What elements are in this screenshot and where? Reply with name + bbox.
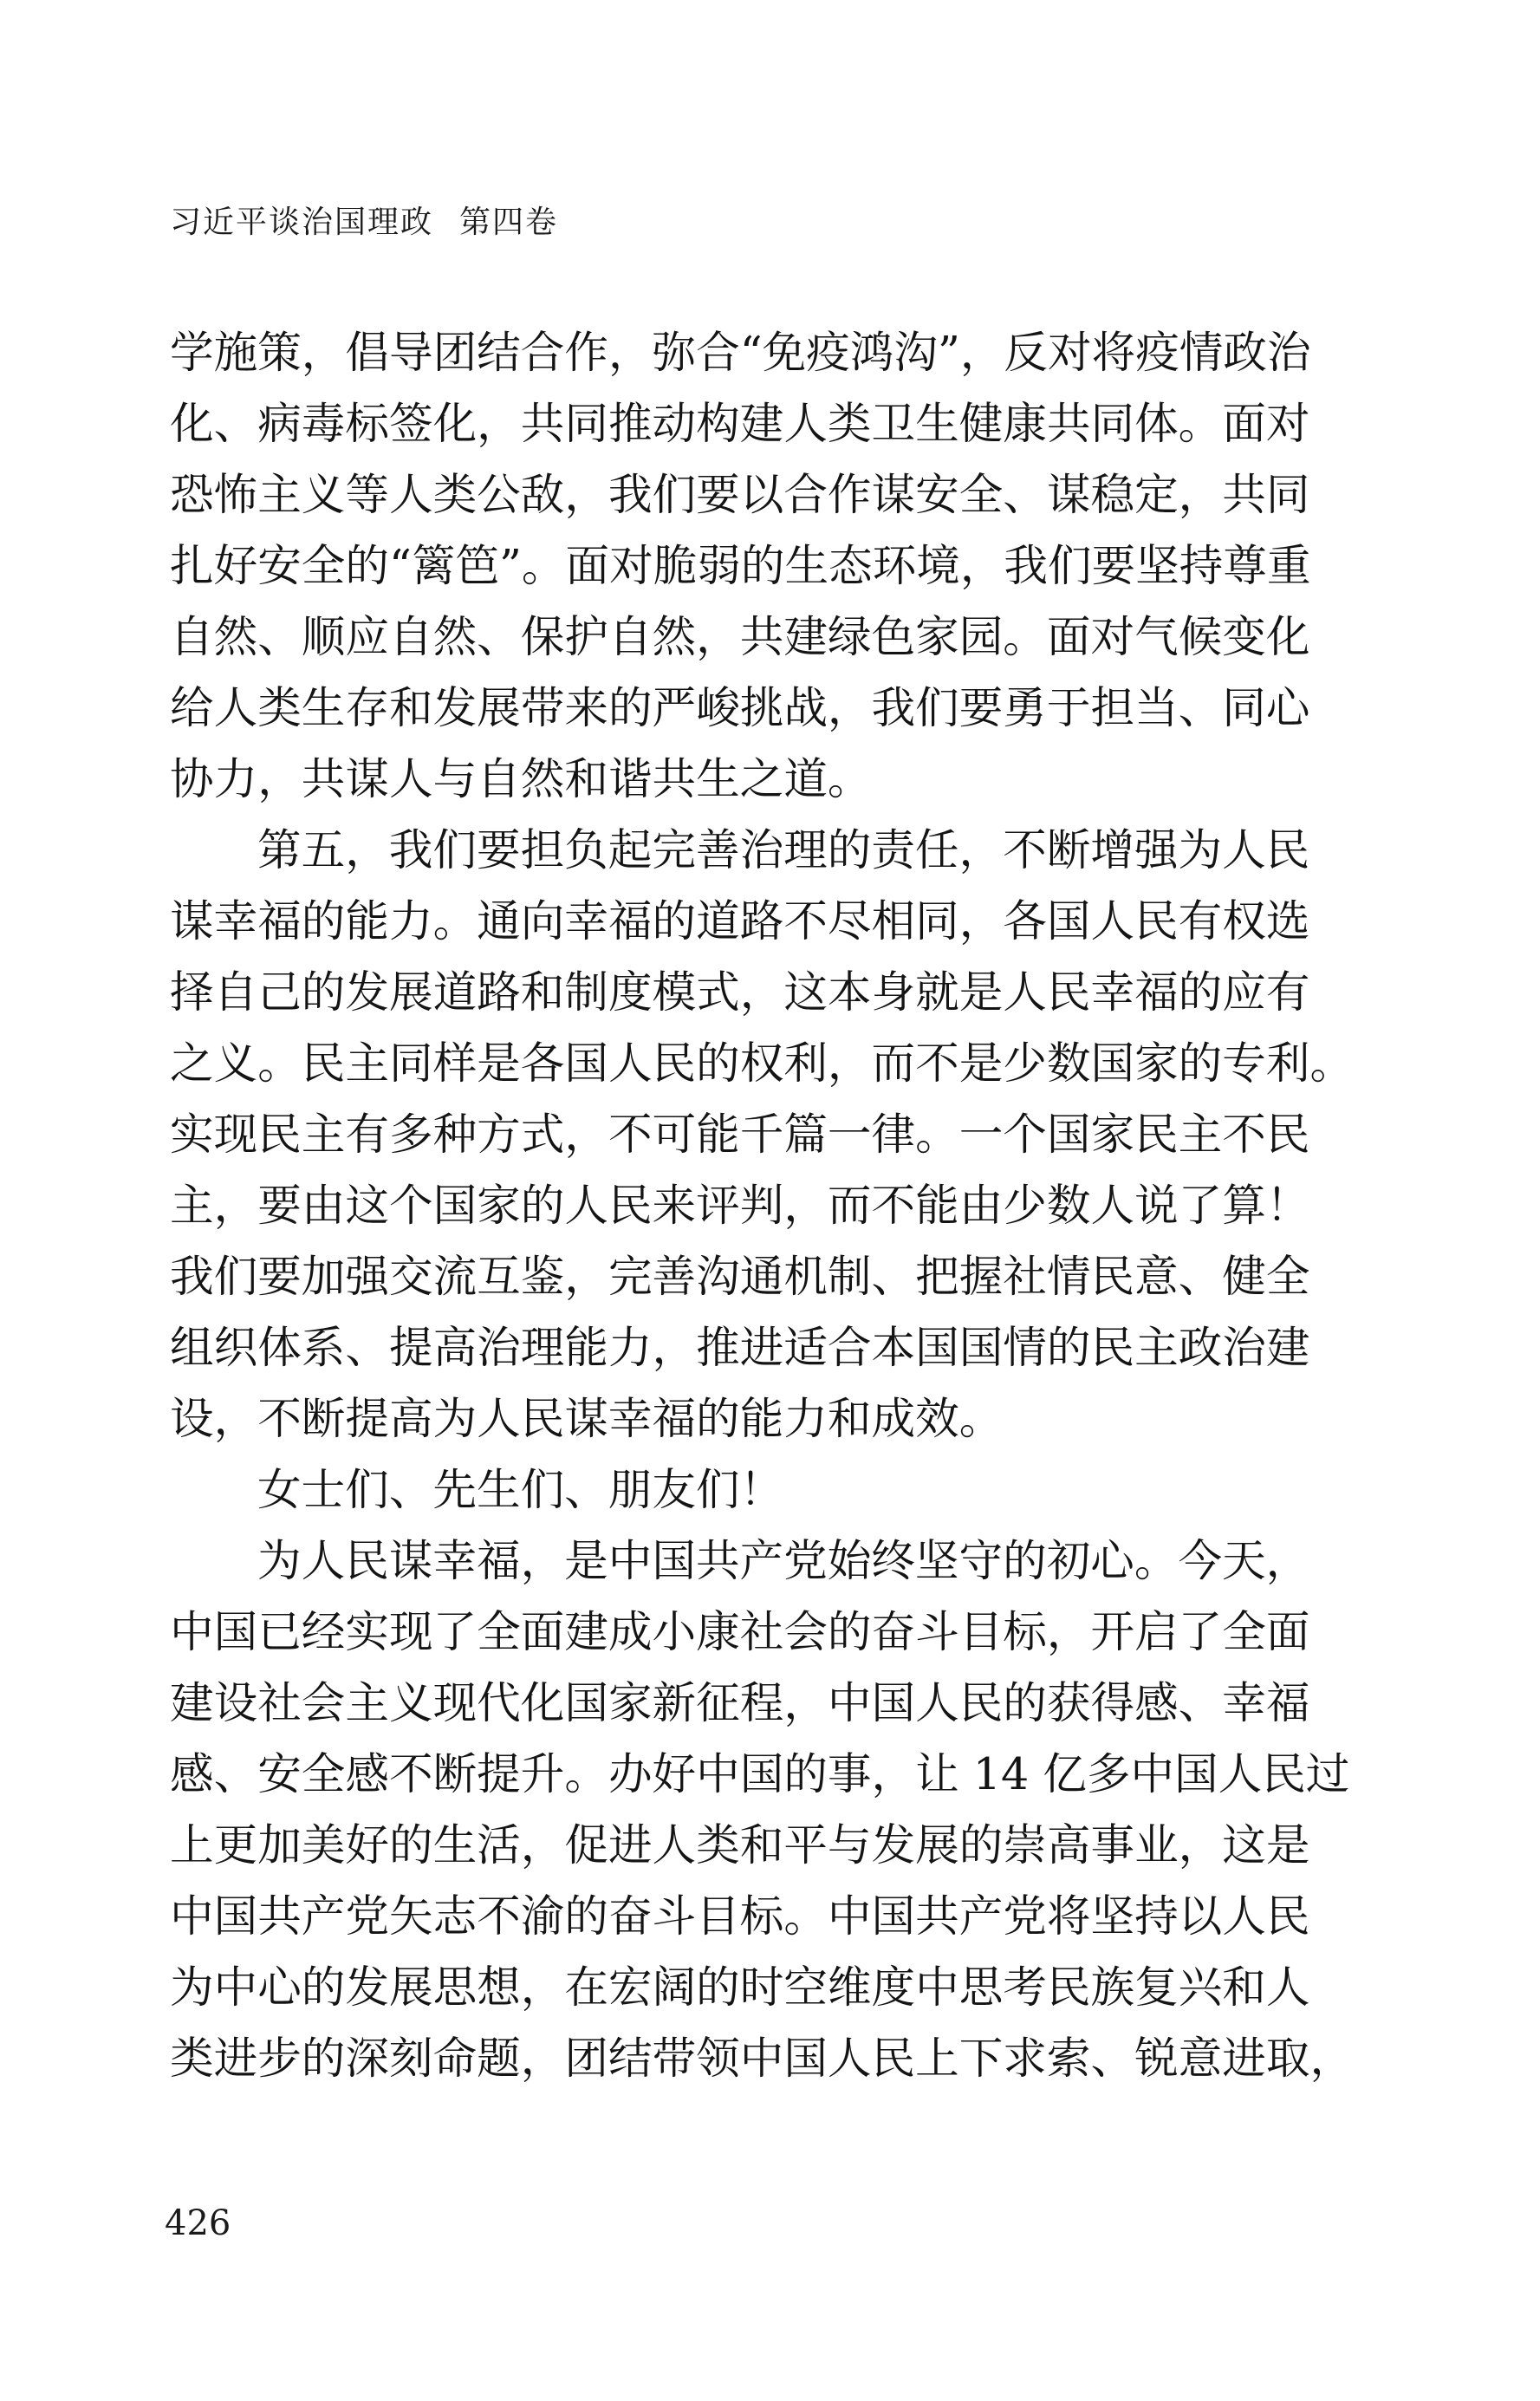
volume-label: 第四卷: [459, 205, 559, 240]
page-number: 426: [165, 2203, 231, 2243]
text-line: 中国共产党矢志不渝的奋斗目标。中国共产党将坚持以人民: [170, 1890, 1310, 1942]
text-line: 自然、顺应自然、保护自然，共建绿色家园。面对气候变化: [170, 611, 1310, 662]
text-line: 组织体系、提高治理能力，推进适合本国国情的民主政治建: [170, 1322, 1310, 1373]
paragraph-first-line: 为人民谋幸福，是中国共产党始终坚守的初心。今天，: [257, 1535, 1310, 1586]
text-line: 设，不断提高为人民谋幸福的能力和成效。: [170, 1393, 1004, 1444]
running-header: [170, 198, 558, 242]
text-line: 为中心的发展思想，在宏阔的时空维度中思考民族复兴和人: [170, 1962, 1310, 2013]
text-line: 上更加美好的生活，促进人类和平与发展的崇高事业，这是: [170, 1819, 1310, 1871]
book-title: 习近平谈治国理政: [170, 205, 434, 240]
text-line: 我们要加强交流互鉴，完善沟通机制、把握社情民意、健全: [170, 1251, 1310, 1302]
text-line: 给人类生存和发展带来的严峻挑战，我们要勇于担当、同心: [170, 682, 1310, 733]
body-text: [170, 317, 1374, 2094]
text-line: 谋幸福的能力。通向幸福的道路不尽相同，各国人民有权选: [170, 895, 1310, 947]
salutation-line: 女士们、先生们、朋友们！: [257, 1464, 784, 1515]
text-line: 协力，共谋人与自然和谐共生之道。: [170, 753, 872, 804]
text-line: 类进步的深刻命题，团结带领中国人民上下求索、锐意进取，: [170, 2033, 1355, 2084]
paragraph-first-line: 第五，我们要担负起完善治理的责任，不断增强为人民: [257, 824, 1310, 875]
text-line: 中国已经实现了全面建成小康社会的奋斗目标，开启了全面: [170, 1606, 1310, 1657]
text-line: 扎好安全的“篱笆”。面对脆弱的生态环境，我们要坚持尊重: [170, 540, 1311, 591]
text-line: 恐怖主义等人类公敌，我们要以合作谋安全、谋稳定，共同: [170, 469, 1310, 520]
text-line: 之义。民主同样是各国人民的权利，而不是少数国家的专利。: [170, 1038, 1355, 1089]
text-line: 择自己的发展道路和制度模式，这本身就是人民幸福的应有: [170, 966, 1310, 1018]
text-line: 学施策，倡导团结合作，弥合“免疫鸿沟”，反对将疫情政治: [170, 327, 1311, 378]
text-line: 感、安全感不断提升。办好中国的事，让 14 亿多中国人民过: [170, 1748, 1350, 1799]
text-line: 建设社会主义现代化国家新征程，中国人民的获得感、幸福: [170, 1677, 1310, 1728]
text-line: 主，要由这个国家的人民来评判，而不能由少数人说了算！: [170, 1180, 1310, 1231]
text-line: 实现民主有多种方式，不可能千篇一律。一个国家民主不民: [170, 1109, 1310, 1160]
text-line: 化、病毒标签化，共同推动构建人类卫生健康共同体。面对: [170, 398, 1310, 449]
